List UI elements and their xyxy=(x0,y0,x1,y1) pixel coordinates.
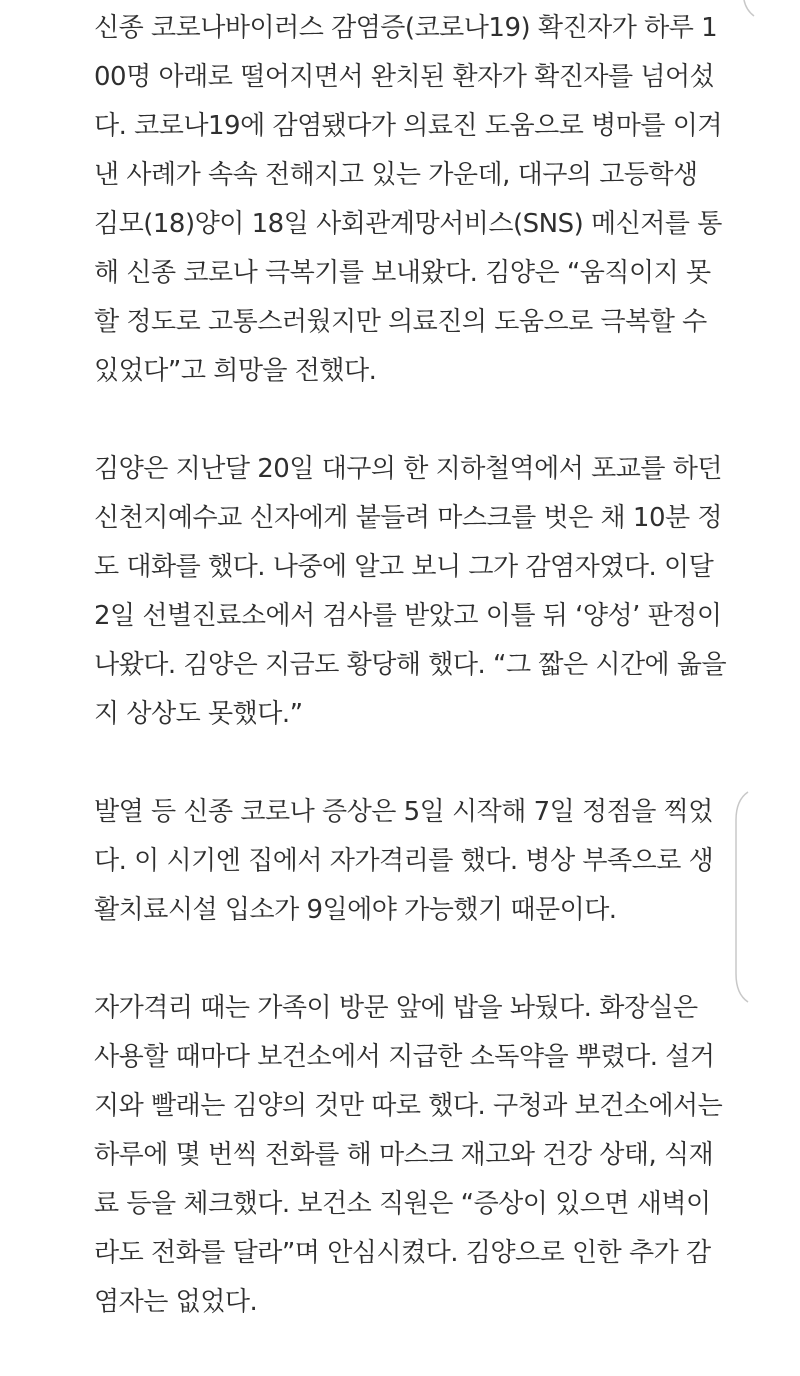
text-line: 낸 사례가 속속 전해지고 있는 가운데, 대구의 고등학생 xyxy=(94,160,698,190)
paragraph-2 xyxy=(94,445,734,739)
text-line: 자가격리 때는 가족이 방문 앞에 밥을 놔뒀다. 화장실은 xyxy=(94,993,698,1023)
text-line: 다. 코로나19에 감염됐다가 의료진 도움으로 병마를 이겨 xyxy=(94,111,722,141)
text-line: 하루에 몇 번씩 전화를 해 마스크 재고와 건강 상태, 식재 xyxy=(94,1140,714,1170)
text-line: 라도 전화를 달라”며 안심시켰다. 김양으로 인한 추가 감 xyxy=(94,1238,711,1268)
text-line: 활치료시설 입소가 9일에야 가능했기 때문이다. xyxy=(94,895,617,925)
text-line: 있었다”고 희망을 전했다. xyxy=(94,356,377,386)
text-line: 신종 코로나바이러스 감염증(코로나19) 확진자가 하루 1 xyxy=(94,13,718,43)
text-line: 다. 이 시기엔 집에서 자가격리를 했다. 병상 부족으로 생 xyxy=(94,846,714,876)
text-line: 사용할 때마다 보건소에서 지급한 소독약을 뿌렸다. 설거 xyxy=(94,1042,715,1072)
text-line: 할 정도로 고통스러웠지만 의료진의 도움으로 극복할 수 xyxy=(94,307,707,337)
text-line: 김모(18)양이 18일 사회관계망서비스(SNS) 메신저를 통 xyxy=(94,209,722,239)
paragraph-1 xyxy=(94,4,734,396)
text-line: 신천지예수교 신자에게 붙들려 마스크를 벗은 채 10분 정 xyxy=(94,503,722,533)
text-line: 도 대화를 했다. 나중에 알고 보니 그가 감염자였다. 이달 xyxy=(94,552,714,582)
text-line: 발열 등 신종 코로나 증상은 5일 시작해 7일 정점을 찍었 xyxy=(94,797,713,827)
scroll-edge-mark xyxy=(740,0,758,18)
paragraph-4 xyxy=(94,984,734,1327)
scrollbar-track[interactable] xyxy=(732,790,750,1004)
text-line: 지와 빨래는 김양의 것만 따로 했다. 구청과 보건소에서는 xyxy=(94,1091,723,1121)
text-line: 료 등을 체크했다. 보건소 직원은 “증상이 있으면 새벽이 xyxy=(94,1189,711,1219)
text-line: 해 신종 코로나 극복기를 보내왔다. 김양은 “움직이지 못 xyxy=(94,258,711,288)
text-line: 2일 선별진료소에서 검사를 받았고 이틀 뒤 ‘양성’ 판정이 xyxy=(94,601,722,631)
text-line: 염자는 없었다. xyxy=(94,1287,258,1317)
text-line: 나왔다. 김양은 지금도 황당해 했다. “그 짧은 시간에 옮을 xyxy=(94,650,727,680)
text-line: 00명 아래로 떨어지면서 완치된 환자가 확진자를 넘어섰 xyxy=(94,62,715,92)
paragraph-3 xyxy=(94,788,734,935)
text-line: 김양은 지난달 20일 대구의 한 지하철역에서 포교를 하던 xyxy=(94,454,722,484)
text-line: 지 상상도 못했다.” xyxy=(94,699,303,729)
article-body xyxy=(94,4,734,1376)
